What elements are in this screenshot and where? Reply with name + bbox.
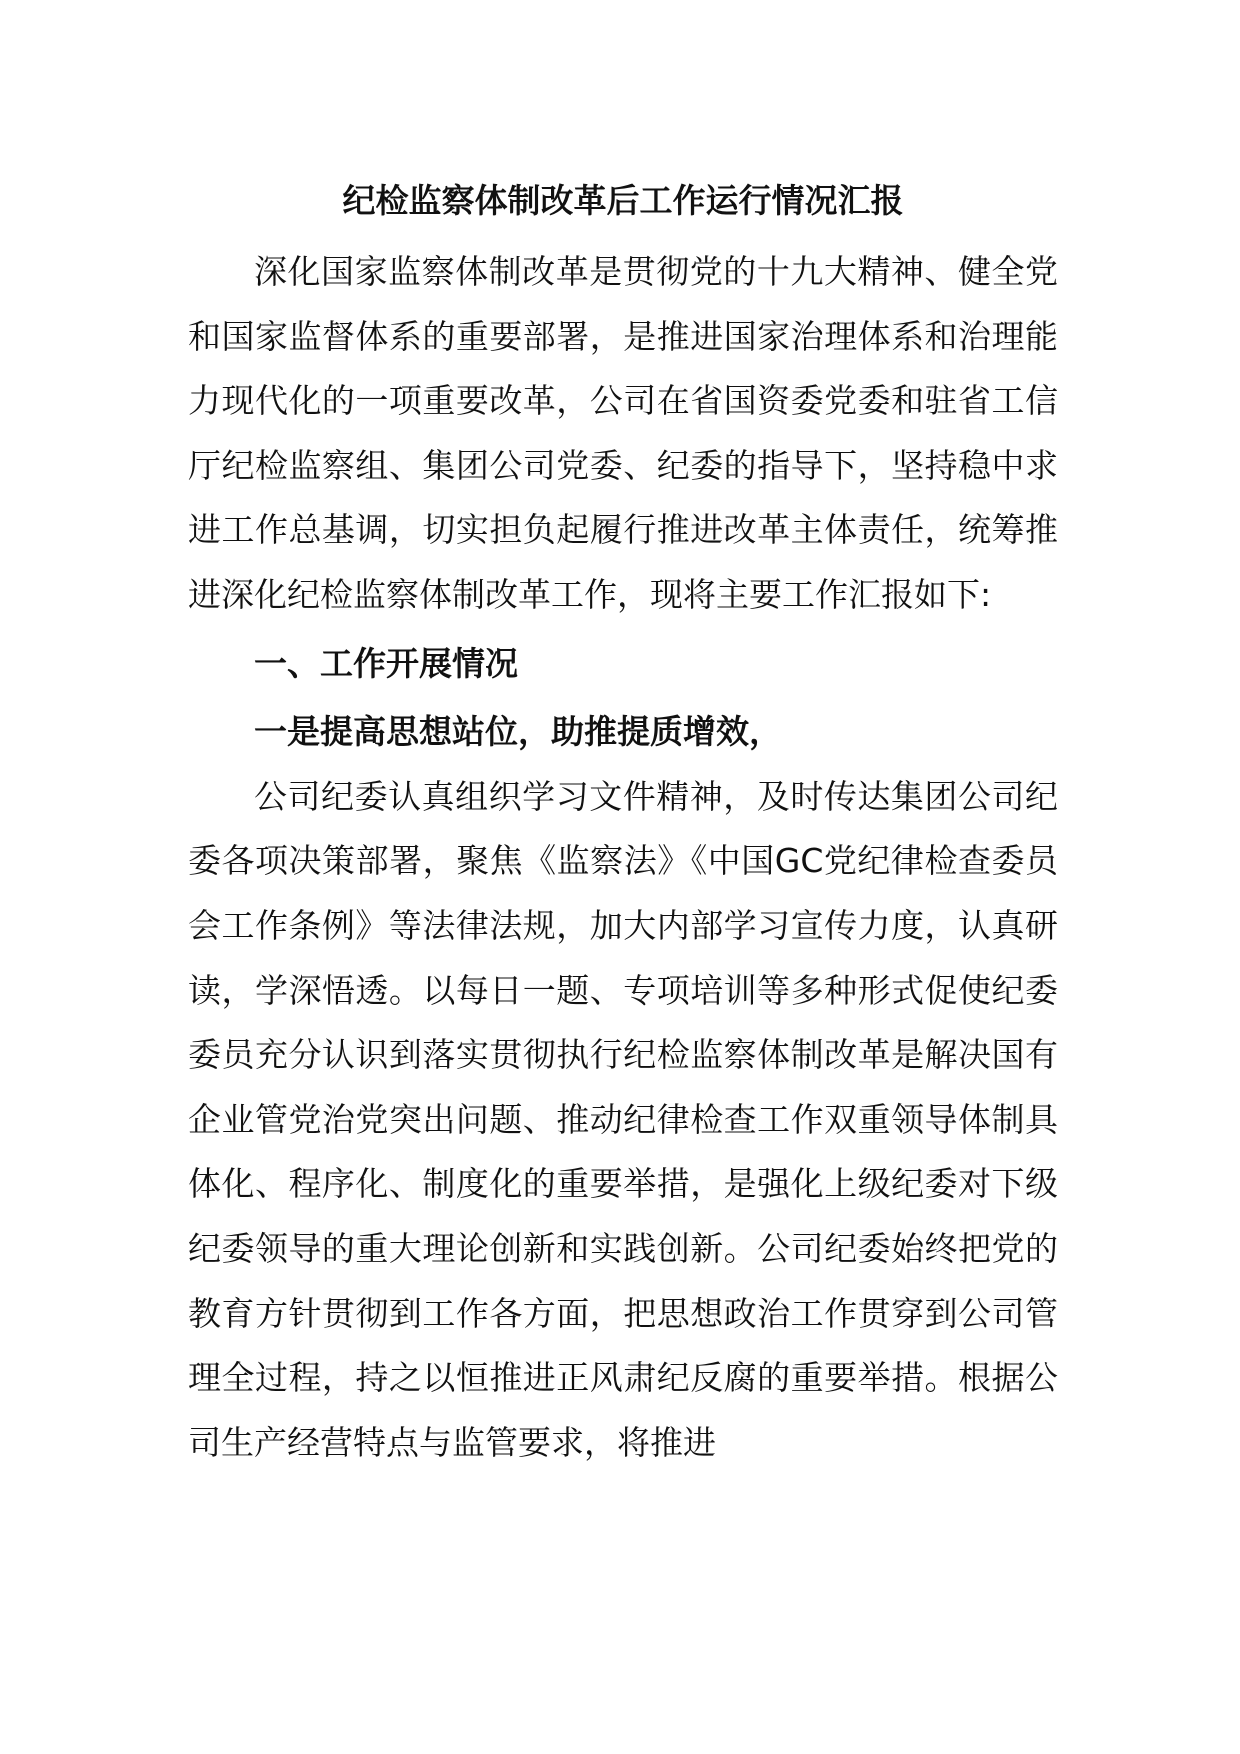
section-heading: 一、工作开展情况 <box>254 643 518 683</box>
body-paragraph: 公司纪委认真组织学习文件精神，及时传达集团公司纪委各项决策部署，聚焦《监察法》《中国GC党纪律检查委员会工作条例》等法律法规，加大内部学习宣传力度，认真研读，学深悟透。以每日一题、专项培训等多种形式促使纪委委员充分认识到落实贯彻执行纪检监察体制改革是解决国有企业管党治党突出问题、推动纪律检查工作双重领导体制具体化、程序化、制度化的重要举措，是强化上级纪委对下级纪委领导的重大理论创新和实践创新。公司纪委始终把党的教育方针贯彻到工作各方面，把思想政治工作贯穿到公司管理全过程，持之以恒推进正风肃纪反腐的重要举措。根据公司生产经营特点与监管要求，将推进 <box>188 776 1058 1462</box>
document-content <box>188 176 1058 1475</box>
intro-paragraph: 深化国家监察体制改革是贯彻党的十九大精神、健全党和国家监督体系的重要部署，是推进国家治理体系和治理能力现代化的一项重要改革，公司在省国资委党委和驻省工信厅纪检监察组、集团公司党委、纪委的指导下，坚持稳中求进工作总基调，切实担负起履行推进改革主体责任，统筹推进深化纪检监察体制改革工作，现将主要工作汇报如下: <box>188 252 1058 614</box>
document-title: 纪检监察体制改革后工作运行情况汇报 <box>342 181 904 220</box>
subsection-heading: 一是提高思想站位，助推提质增效， <box>254 712 782 752</box>
